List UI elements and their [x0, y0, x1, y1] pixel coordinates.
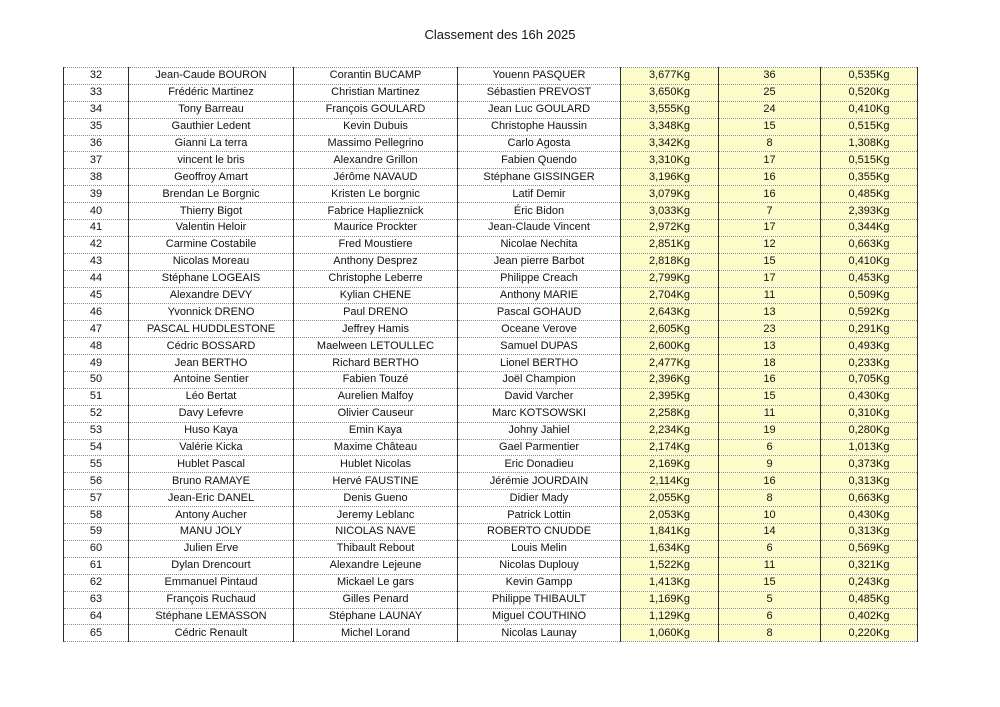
cell-second-weight: 0,291Kg [821, 321, 918, 338]
table-row [64, 439, 918, 456]
cell-name-3: Éric Bidon [458, 203, 621, 220]
cell-name-3: Eric Donadieu [458, 456, 621, 473]
table-row [64, 68, 918, 85]
cell-total-weight: 2,114Kg [621, 473, 719, 490]
cell-total-weight: 2,605Kg [621, 321, 719, 338]
cell-name-2: Fabrice Haplieznick [294, 203, 458, 220]
cell-count: 23 [719, 321, 821, 338]
cell-name-3: Samuel DUPAS [458, 338, 621, 355]
cell-second-weight: 0,373Kg [821, 456, 918, 473]
cell-name-2: Hublet Nicolas [294, 456, 458, 473]
cell-name-2: Anthony Desprez [294, 253, 458, 270]
cell-rank: 52 [64, 405, 129, 422]
cell-name-1: vincent le bris [129, 152, 294, 169]
cell-name-2: François GOULARD [294, 101, 458, 118]
table-row [64, 236, 918, 253]
cell-second-weight: 0,535Kg [821, 68, 918, 85]
cell-name-3: Gael Parmentier [458, 439, 621, 456]
cell-second-weight: 0,430Kg [821, 388, 918, 405]
cell-count: 6 [719, 608, 821, 625]
cell-count: 6 [719, 540, 821, 557]
cell-count: 11 [719, 405, 821, 422]
table-row [64, 186, 918, 203]
cell-total-weight: 2,643Kg [621, 304, 719, 321]
cell-rank: 57 [64, 490, 129, 507]
cell-count: 17 [719, 270, 821, 287]
cell-second-weight: 0,663Kg [821, 236, 918, 253]
cell-name-1: Valentin Heloir [129, 220, 294, 237]
cell-name-3: Nicolas Launay [458, 625, 621, 642]
cell-second-weight: 0,355Kg [821, 169, 918, 186]
cell-name-2: Olivier Causeur [294, 405, 458, 422]
cell-name-1: Carmine Costabile [129, 236, 294, 253]
cell-total-weight: 2,053Kg [621, 507, 719, 524]
cell-name-2: Denis Gueno [294, 490, 458, 507]
cell-count: 24 [719, 101, 821, 118]
cell-count: 8 [719, 625, 821, 642]
cell-total-weight: 2,258Kg [621, 405, 719, 422]
table-row [64, 456, 918, 473]
cell-total-weight: 1,129Kg [621, 608, 719, 625]
cell-rank: 44 [64, 270, 129, 287]
cell-count: 25 [719, 84, 821, 101]
cell-name-1: Brendan Le Borgnic [129, 186, 294, 203]
cell-name-3: Youenn PASQUER [458, 68, 621, 85]
table-row [64, 355, 918, 372]
cell-count: 13 [719, 304, 821, 321]
cell-second-weight: 0,663Kg [821, 490, 918, 507]
cell-count: 16 [719, 372, 821, 389]
cell-total-weight: 2,851Kg [621, 236, 719, 253]
cell-second-weight: 0,453Kg [821, 270, 918, 287]
cell-name-2: Massimo Pellegrino [294, 135, 458, 152]
cell-name-2: Richard BERTHO [294, 355, 458, 372]
cell-rank: 59 [64, 524, 129, 541]
page-title: Classement des 16h 2025 [424, 27, 576, 42]
cell-total-weight: 3,196Kg [621, 169, 719, 186]
cell-rank: 51 [64, 388, 129, 405]
cell-count: 9 [719, 456, 821, 473]
cell-count: 10 [719, 507, 821, 524]
table-row [64, 203, 918, 220]
cell-name-1: Stéphane LOGEAIS [129, 270, 294, 287]
cell-name-3: Stéphane GISSINGER [458, 169, 621, 186]
cell-name-3: Jérémie JOURDAIN [458, 473, 621, 490]
cell-name-3: Marc KOTSOWSKI [458, 405, 621, 422]
cell-count: 7 [719, 203, 821, 220]
cell-total-weight: 2,055Kg [621, 490, 719, 507]
cell-rank: 39 [64, 186, 129, 203]
cell-rank: 56 [64, 473, 129, 490]
cell-name-2: Maurice Prockter [294, 220, 458, 237]
cell-name-3: Latif Demir [458, 186, 621, 203]
table-row [64, 169, 918, 186]
cell-name-2: Alexandre Lejeune [294, 557, 458, 574]
cell-second-weight: 0,520Kg [821, 84, 918, 101]
cell-name-3: Johny Jahiel [458, 422, 621, 439]
cell-total-weight: 2,799Kg [621, 270, 719, 287]
cell-name-3: Philippe Creach [458, 270, 621, 287]
cell-name-1: Léo Bertat [129, 388, 294, 405]
cell-total-weight: 2,395Kg [621, 388, 719, 405]
cell-rank: 35 [64, 118, 129, 135]
cell-total-weight: 1,841Kg [621, 524, 719, 541]
cell-second-weight: 0,402Kg [821, 608, 918, 625]
cell-rank: 47 [64, 321, 129, 338]
cell-total-weight: 2,234Kg [621, 422, 719, 439]
cell-name-3: Anthony MARIE [458, 287, 621, 304]
cell-name-1: Huso Kaya [129, 422, 294, 439]
cell-name-2: Kristen Le borgnic [294, 186, 458, 203]
cell-count: 12 [719, 236, 821, 253]
cell-rank: 53 [64, 422, 129, 439]
cell-count: 19 [719, 422, 821, 439]
cell-name-1: Frédéric Martinez [129, 84, 294, 101]
cell-count: 14 [719, 524, 821, 541]
cell-count: 15 [719, 118, 821, 135]
cell-second-weight: 0,485Kg [821, 186, 918, 203]
cell-name-3: Kevin Gampp [458, 574, 621, 591]
cell-name-3: Louis Melin [458, 540, 621, 557]
cell-rank: 60 [64, 540, 129, 557]
cell-total-weight: 1,413Kg [621, 574, 719, 591]
cell-rank: 40 [64, 203, 129, 220]
cell-count: 16 [719, 473, 821, 490]
cell-name-1: Davy Lefevre [129, 405, 294, 422]
cell-count: 8 [719, 490, 821, 507]
cell-name-1: Gianni La terra [129, 135, 294, 152]
table-row [64, 135, 918, 152]
cell-name-2: Maelween LETOULLEC [294, 338, 458, 355]
cell-second-weight: 0,220Kg [821, 625, 918, 642]
cell-name-2: Kevin Dubuis [294, 118, 458, 135]
table-row [64, 84, 918, 101]
table-row [64, 405, 918, 422]
cell-name-2: Stéphane LAUNAY [294, 608, 458, 625]
cell-name-3: Jean pierre Barbot [458, 253, 621, 270]
cell-rank: 45 [64, 287, 129, 304]
cell-total-weight: 3,677Kg [621, 68, 719, 85]
cell-name-2: Hervé FAUSTINE [294, 473, 458, 490]
cell-name-1: Cédric Renault [129, 625, 294, 642]
cell-name-1: Bruno RAMAYE [129, 473, 294, 490]
cell-total-weight: 2,169Kg [621, 456, 719, 473]
table-row [64, 524, 918, 541]
cell-second-weight: 0,493Kg [821, 338, 918, 355]
cell-count: 36 [719, 68, 821, 85]
cell-name-3: Jean Luc GOULARD [458, 101, 621, 118]
cell-name-2: Corantin BUCAMP [294, 68, 458, 85]
table-row [64, 422, 918, 439]
cell-name-2: Alexandre Grillon [294, 152, 458, 169]
cell-count: 15 [719, 253, 821, 270]
cell-name-2: Fabien Touzé [294, 372, 458, 389]
cell-second-weight: 1,013Kg [821, 439, 918, 456]
ranking-table-body [64, 68, 918, 642]
cell-name-3: Lionel BERTHO [458, 355, 621, 372]
table-row [64, 118, 918, 135]
cell-name-1: Thierry Bigot [129, 203, 294, 220]
cell-count: 6 [719, 439, 821, 456]
cell-name-1: Antony Aucher [129, 507, 294, 524]
table-row [64, 591, 918, 608]
cell-name-1: Yvonnick DRENO [129, 304, 294, 321]
cell-total-weight: 2,396Kg [621, 372, 719, 389]
cell-second-weight: 0,705Kg [821, 372, 918, 389]
cell-second-weight: 1,308Kg [821, 135, 918, 152]
cell-second-weight: 0,430Kg [821, 507, 918, 524]
cell-count: 11 [719, 557, 821, 574]
cell-name-3: Oceane Verove [458, 321, 621, 338]
cell-total-weight: 3,348Kg [621, 118, 719, 135]
cell-rank: 58 [64, 507, 129, 524]
cell-second-weight: 0,243Kg [821, 574, 918, 591]
cell-total-weight: 2,704Kg [621, 287, 719, 304]
cell-total-weight: 3,079Kg [621, 186, 719, 203]
cell-name-3: ROBERTO CNUDDE [458, 524, 621, 541]
cell-count: 16 [719, 186, 821, 203]
cell-name-3: Miguel COUTHINO [458, 608, 621, 625]
cell-rank: 36 [64, 135, 129, 152]
cell-name-2: Kylian CHENE [294, 287, 458, 304]
cell-total-weight: 2,818Kg [621, 253, 719, 270]
table-row [64, 473, 918, 490]
cell-name-3: Christophe Haussin [458, 118, 621, 135]
cell-rank: 48 [64, 338, 129, 355]
table-row [64, 608, 918, 625]
table-row [64, 304, 918, 321]
table-row [64, 152, 918, 169]
cell-rank: 64 [64, 608, 129, 625]
cell-name-3: Pascal GOHAUD [458, 304, 621, 321]
cell-name-3: Fabien Quendo [458, 152, 621, 169]
cell-count: 5 [719, 591, 821, 608]
cell-name-1: Geoffroy Amart [129, 169, 294, 186]
cell-name-1: Dylan Drencourt [129, 557, 294, 574]
cell-total-weight: 1,060Kg [621, 625, 719, 642]
cell-total-weight: 3,650Kg [621, 84, 719, 101]
cell-second-weight: 0,515Kg [821, 118, 918, 135]
table-row [64, 388, 918, 405]
table-row [64, 557, 918, 574]
cell-name-2: Fred Moustiere [294, 236, 458, 253]
cell-rank: 33 [64, 84, 129, 101]
cell-name-1: PASCAL HUDDLESTONE [129, 321, 294, 338]
table-row [64, 574, 918, 591]
cell-total-weight: 1,522Kg [621, 557, 719, 574]
cell-name-2: Michel Lorand [294, 625, 458, 642]
cell-name-2: Thibault Rebout [294, 540, 458, 557]
table-row [64, 321, 918, 338]
cell-total-weight: 2,174Kg [621, 439, 719, 456]
cell-name-2: Emin Kaya [294, 422, 458, 439]
table-row [64, 270, 918, 287]
table-row [64, 220, 918, 237]
cell-rank: 61 [64, 557, 129, 574]
table-row [64, 287, 918, 304]
cell-rank: 42 [64, 236, 129, 253]
cell-second-weight: 0,410Kg [821, 253, 918, 270]
cell-count: 18 [719, 355, 821, 372]
cell-name-1: Stéphane LEMASSON [129, 608, 294, 625]
cell-name-2: Gilles Penard [294, 591, 458, 608]
cell-name-3: Nicolae Nechita [458, 236, 621, 253]
cell-second-weight: 0,280Kg [821, 422, 918, 439]
cell-total-weight: 3,033Kg [621, 203, 719, 220]
cell-count: 11 [719, 287, 821, 304]
cell-rank: 38 [64, 169, 129, 186]
cell-name-2: Paul DRENO [294, 304, 458, 321]
cell-name-1: Jean-Eric DANEL [129, 490, 294, 507]
cell-rank: 41 [64, 220, 129, 237]
cell-count: 8 [719, 135, 821, 152]
cell-name-3: Sébastien PREVOST [458, 84, 621, 101]
table-row [64, 625, 918, 642]
cell-name-1: Valérie Kicka [129, 439, 294, 456]
cell-name-2: Mickael Le gars [294, 574, 458, 591]
cell-rank: 54 [64, 439, 129, 456]
cell-name-1: Julien Erve [129, 540, 294, 557]
cell-name-1: Antoine Sentier [129, 372, 294, 389]
cell-rank: 46 [64, 304, 129, 321]
cell-name-2: Christian Martinez [294, 84, 458, 101]
cell-name-2: Aurelien Malfoy [294, 388, 458, 405]
cell-name-2: Jérôme NAVAUD [294, 169, 458, 186]
cell-name-3: Joël Champion [458, 372, 621, 389]
cell-rank: 32 [64, 68, 129, 85]
cell-name-3: Patrick Lottin [458, 507, 621, 524]
cell-name-3: Didier Mady [458, 490, 621, 507]
cell-name-3: Carlo Agosta [458, 135, 621, 152]
cell-rank: 43 [64, 253, 129, 270]
cell-second-weight: 0,515Kg [821, 152, 918, 169]
cell-name-1: François Ruchaud [129, 591, 294, 608]
cell-total-weight: 2,477Kg [621, 355, 719, 372]
cell-total-weight: 3,555Kg [621, 101, 719, 118]
cell-rank: 65 [64, 625, 129, 642]
table-row [64, 101, 918, 118]
table-row [64, 490, 918, 507]
cell-second-weight: 0,233Kg [821, 355, 918, 372]
cell-rank: 34 [64, 101, 129, 118]
cell-name-3: David Varcher [458, 388, 621, 405]
cell-second-weight: 0,509Kg [821, 287, 918, 304]
cell-rank: 50 [64, 372, 129, 389]
cell-total-weight: 1,169Kg [621, 591, 719, 608]
cell-second-weight: 0,313Kg [821, 524, 918, 541]
table-row [64, 338, 918, 355]
cell-total-weight: 2,600Kg [621, 338, 719, 355]
cell-second-weight: 0,310Kg [821, 405, 918, 422]
cell-name-3: Nicolas Duplouy [458, 557, 621, 574]
cell-name-2: Jeffrey Hamis [294, 321, 458, 338]
cell-name-1: Gauthier Ledent [129, 118, 294, 135]
cell-second-weight: 0,569Kg [821, 540, 918, 557]
cell-total-weight: 2,972Kg [621, 220, 719, 237]
cell-second-weight: 0,344Kg [821, 220, 918, 237]
cell-name-1: Emmanuel Pintaud [129, 574, 294, 591]
cell-count: 17 [719, 220, 821, 237]
cell-name-2: Maxime Château [294, 439, 458, 456]
cell-count: 17 [719, 152, 821, 169]
cell-second-weight: 0,485Kg [821, 591, 918, 608]
cell-name-1: Jean BERTHO [129, 355, 294, 372]
cell-total-weight: 3,342Kg [621, 135, 719, 152]
cell-name-2: Christophe Leberre [294, 270, 458, 287]
cell-rank: 49 [64, 355, 129, 372]
cell-rank: 63 [64, 591, 129, 608]
cell-count: 16 [719, 169, 821, 186]
cell-total-weight: 3,310Kg [621, 152, 719, 169]
cell-name-3: Jean-Claude Vincent [458, 220, 621, 237]
cell-count: 15 [719, 388, 821, 405]
ranking-table [63, 67, 918, 642]
cell-count: 15 [719, 574, 821, 591]
cell-name-1: Hublet Pascal [129, 456, 294, 473]
cell-name-3: Philippe THIBAULT [458, 591, 621, 608]
cell-second-weight: 0,592Kg [821, 304, 918, 321]
table-row [64, 507, 918, 524]
cell-second-weight: 0,313Kg [821, 473, 918, 490]
cell-rank: 62 [64, 574, 129, 591]
cell-rank: 37 [64, 152, 129, 169]
cell-count: 13 [719, 338, 821, 355]
cell-name-1: Cédric BOSSARD [129, 338, 294, 355]
cell-name-1: Nicolas Moreau [129, 253, 294, 270]
cell-name-1: Alexandre DEVY [129, 287, 294, 304]
cell-name-1: Jean-Caude BOURON [129, 68, 294, 85]
table-row [64, 540, 918, 557]
cell-second-weight: 0,410Kg [821, 101, 918, 118]
table-row [64, 372, 918, 389]
cell-rank: 55 [64, 456, 129, 473]
cell-name-2: Jeremy Leblanc [294, 507, 458, 524]
cell-name-2: NICOLAS NAVE [294, 524, 458, 541]
cell-second-weight: 2,393Kg [821, 203, 918, 220]
cell-name-1: Tony Barreau [129, 101, 294, 118]
table-row [64, 253, 918, 270]
cell-name-1: MANU JOLY [129, 524, 294, 541]
cell-total-weight: 1,634Kg [621, 540, 719, 557]
cell-second-weight: 0,321Kg [821, 557, 918, 574]
